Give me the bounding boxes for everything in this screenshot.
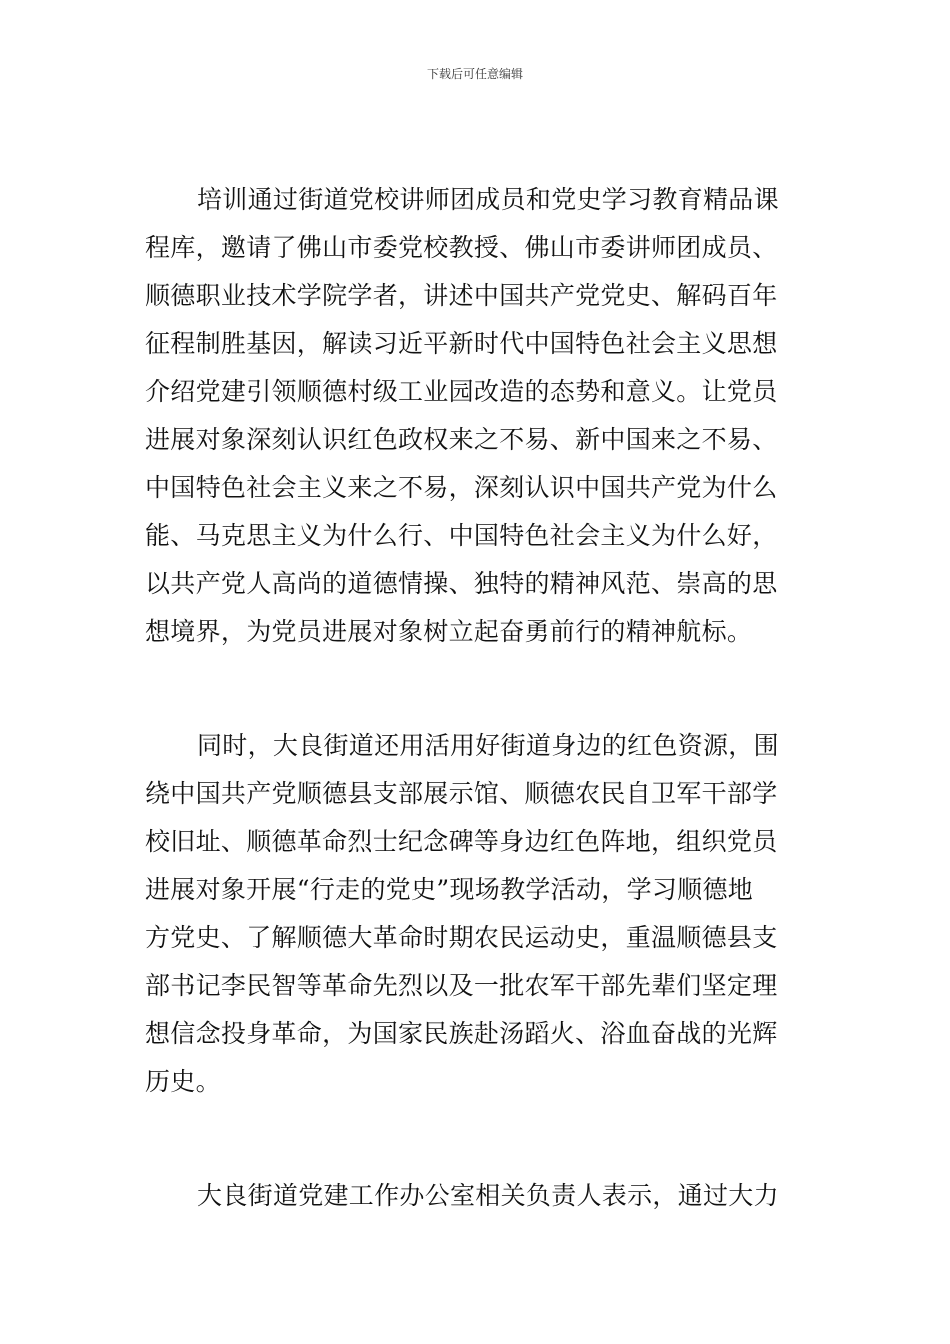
paragraph-line: 进展对象开展“行走的党史”现场教学活动，学习顺德地: [145, 875, 754, 904]
paragraph-line: 培训通过街道党校讲师团成员和党史学习教育精品课: [197, 185, 779, 214]
paragraph-line: 以共产党人高尚的道德情操、独特的精神风范、崇高的思: [145, 569, 778, 598]
page-header: 下载后可任意编辑: [426, 67, 523, 81]
paragraph-line: 想信念投身革命，为国家民族赴汤蹈火、浴血奋战的光辉: [145, 1019, 778, 1048]
paragraph-line: 历史。: [145, 1067, 221, 1096]
paragraph-line: 进展对象深刻认识红色政权来之不易、新中国来之不易、: [145, 425, 778, 454]
paragraph-line: 中国特色社会主义来之不易，深刻认识中国共产党为什么: [145, 473, 778, 502]
paragraph-line: 绕中国共产党顺德县支部展示馆、顺德农民自卫军干部学: [145, 779, 778, 808]
paragraph-1: [145, 176, 810, 656]
paragraph-line: 校旧址、顺德革命烈士纪念碑等身边红色阵地，组织党员: [145, 827, 778, 856]
paragraph-line: 征程制胜基因，解读习近平新时代中国特色社会主义思想: [145, 329, 778, 358]
paragraph-line: 大良街道党建工作办公室相关负责人表示，通过大力: [197, 1181, 779, 1210]
paragraph-2: [145, 722, 810, 1106]
paragraph-line: 顺德职业技术学院学者，讲述中国共产党党史、解码百年: [145, 281, 778, 310]
paragraph-line: 部书记李民智等革命先烈以及一批农军干部先辈们坚定理: [145, 971, 778, 1000]
paragraph-line: 同时，大良街道还用活用好街道身边的红色资源，围: [197, 731, 779, 760]
paragraph-line: 介绍党建引领顺德村级工业园改造的态势和意义。让党员: [145, 377, 778, 406]
paragraph-line: 能、马克思主义为什么行、中国特色社会主义为什么好，: [145, 521, 778, 550]
paragraph-3: [145, 1172, 810, 1220]
paragraph-line: 想境界，为党员进展对象树立起奋勇前行的精神航标。: [145, 617, 753, 646]
paragraph-line: 方党史、了解顺德大革命时期农民运动史，重温顺德县支: [145, 923, 778, 952]
paragraph-line: 程库，邀请了佛山市委党校教授、佛山市委讲师团成员、: [145, 233, 778, 262]
